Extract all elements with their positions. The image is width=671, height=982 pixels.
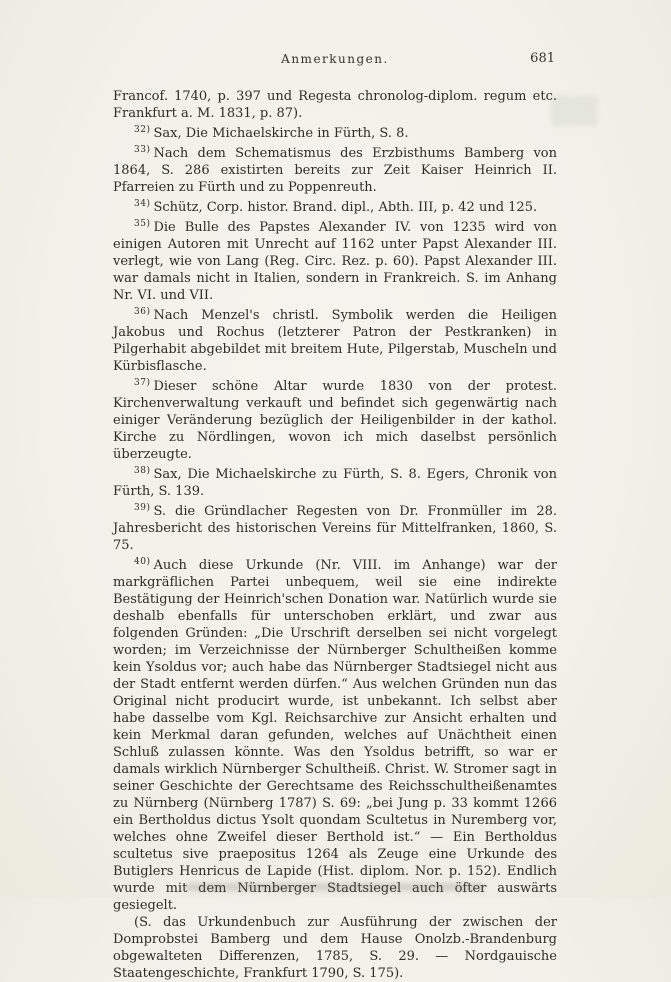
page-header bbox=[113, 52, 557, 70]
footnote-text: Nach dem Schematismus des Erzbisthums Bamberg von 1864, S. 286 existirten bereits zur Zeit Kaiser Heinrich II. Pfarreien zu Fürth und zu Poppenreuth. bbox=[113, 146, 557, 195]
footnote-marker: 36) bbox=[134, 307, 151, 317]
footnote-34 bbox=[113, 196, 557, 216]
page-number: 681 bbox=[530, 51, 555, 66]
footnote-marker: 39) bbox=[134, 503, 151, 513]
continuation-paragraph bbox=[113, 88, 557, 122]
closing-paragraph bbox=[113, 914, 557, 982]
footnote-text: Die Bulle des Papstes Alexander IV. von 1235 wird von einigen Autoren mit Unrecht auf 1162 unter Papst Alexander III. verlegt, wie von Lang (Reg. Circ. Rez. p. 60). Papst Alexander III. war damals nicht in Italien, sondern in Frankreich. S. im Anhang Nr. VI. und VII. bbox=[113, 220, 557, 303]
footnote-marker: 37) bbox=[134, 378, 151, 388]
footnote-text: Sax, Die Michaelskirche in Fürth, S. 8. bbox=[153, 126, 409, 141]
footnote-text: Sax, Die Michaelskirche zu Fürth, S. 8. Egers, Chronik von Fürth, S. 139. bbox=[113, 467, 557, 499]
footnote-text: (S. das Urkundenbuch zur Ausführung der zwischen der Domprobstei Bamberg und dem Hause Onolzb.-Brandenburg obgewalteten Differenzen, 1785, S. 29. — Nordgauische Staatengeschichte, Frankfurt 1790, S. 175). bbox=[113, 915, 557, 981]
footnote-marker: 35) bbox=[134, 219, 151, 229]
bleedthrough-right-margin bbox=[551, 96, 597, 126]
footnotes-block bbox=[113, 88, 557, 982]
footnote-37 bbox=[113, 375, 557, 463]
bleedthrough-bottom bbox=[185, 883, 485, 891]
footnote-38 bbox=[113, 463, 557, 500]
footnote-text: Nach Menzel's christl. Symbolik werden die Heiligen Jakobus und Rochus (letzterer Patron der Pestkranken) in Pilgerhabit abgebildet mit breitem Hute, Pilgerstab, Muscheln und Kürbisflasche. bbox=[113, 308, 557, 374]
footnote-marker: 40) bbox=[134, 557, 151, 567]
footnote-35 bbox=[113, 216, 557, 304]
footnote-marker: 33) bbox=[134, 145, 151, 155]
footnote-text: Schütz, Corp. histor. Brand. dipl., Abth. III, p. 42 und 125. bbox=[153, 200, 538, 215]
footnote-marker: 32) bbox=[134, 125, 151, 135]
footnote-text: Francof. 1740, p. 397 und Regesta chronolog-diplom. regum etc. Frankfurt a. M. 1831, p. 87). bbox=[113, 89, 557, 121]
running-title: Anmerkungen. bbox=[281, 52, 389, 66]
footnote-text: Dieser schöne Altar wurde 1830 von der protest. Kirchenverwaltung verkauft und befindet sich gegenwärtig nach einiger Veränderung bezüglich der Heiligenbilder in der kathol. Kirche zu Nördlingen, wovon ich mich daselbst persönlich überzeugte. bbox=[113, 379, 557, 462]
footnote-33 bbox=[113, 142, 557, 196]
footnote-marker: 38) bbox=[134, 466, 151, 476]
footnote-39 bbox=[113, 500, 557, 554]
footnote-40 bbox=[113, 554, 557, 914]
footnote-36 bbox=[113, 304, 557, 375]
footnote-text: Auch diese Urkunde (Nr. VIII. im Anhange) war der markgräflichen Partei unbequem, weil sie eine indirekte Bestätigung der Heinrich'schen Donation war. Natürlich wurde sie deshalb ebenfalls für unterschoben erklärt, und zwar aus folgenden Gründen: „Die Urschrift derselben sei nicht vorgelegt worden; im Verzeichnisse der Nürnberger Schultheißen komme kein Ysoldus vor; auch habe das Nürnberger Stadtsiegel nicht aus der Stadt entfernt werden dürfen.“ Aus welchen Gründen nun das Original nicht producirt wurde, ist unbekannt. Ich selbst aber habe dasselbe vom Kgl. Reichsarchive zur Ansicht erhalten und kein Merkmal daran gefunden, welches auf Unächtheit einen Schluß zulassen könnte. Was den Ysoldus betrifft, so war er damals wirklich Nürnberger Schultheiß. Christ. W. Stromer sagt in seiner Geschichte der Gerechtsame des Reichsschultheißenamtes zu Nürnberg (Nürnberg 1787) S. 69: „bei Jung p. 33 kommt 1266 ein Bertholdus dictus Ysolt quondam Scultetus in Nuremberg vor, welches ohne Zweifel dieser Berthold ist.“ — Ein Bertholdus scultetus sive praepositus 1264 als Zeuge eine Urkunde des Butiglers Henricus de Lapide (Hist. diplom. Nor. p. 152). Endlich wurde mit dem Nürnberger Stadtsiegel auch öfter auswärts gesiegelt. bbox=[113, 558, 557, 913]
footnote-32 bbox=[113, 122, 557, 142]
footnote-marker: 34) bbox=[134, 199, 151, 209]
footnote-text: S. die Gründlacher Regesten von Dr. Fronmüller im 28. Jahresbericht des historischen Vereins für Mittelfranken, 1860, S. 75. bbox=[113, 504, 557, 553]
